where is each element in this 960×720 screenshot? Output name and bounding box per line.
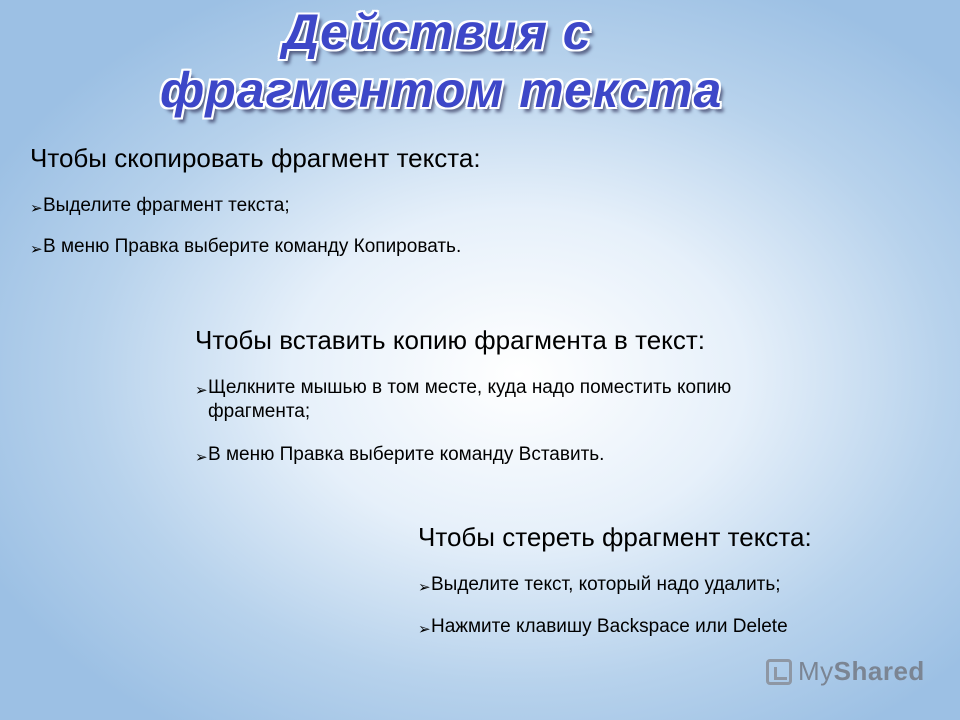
arrow-bullet-icon: ➢: [418, 620, 431, 638]
arrow-bullet-icon: ➢: [30, 240, 43, 258]
list-item-text: Выделите текст, который надо удалить;: [431, 574, 781, 595]
mysharedlogo-icon: [766, 659, 792, 685]
watermark-logo: [766, 656, 925, 687]
list-item: [30, 235, 630, 259]
list-item-text: В меню Правка выберите команду Копировать.: [43, 236, 462, 257]
slide-title-line1: Действия с: [283, 4, 592, 60]
list-item: [30, 194, 630, 218]
list-item-text: Выделите фрагмент текста;: [43, 195, 290, 216]
arrow-bullet-icon: ➢: [418, 578, 431, 596]
section-copy: [30, 142, 630, 259]
list-item: [418, 615, 918, 639]
arrow-bullet-icon: ➢: [195, 448, 208, 466]
list-item-text: В меню Правка выберите команду Вставить.: [208, 444, 605, 465]
section-heading: Чтобы скопировать фрагмент текста:: [30, 143, 481, 173]
list-item: [418, 573, 918, 597]
section-paste: [195, 324, 815, 467]
slide-title-line2: фрагментом текста: [160, 62, 723, 118]
section-heading: Чтобы стереть фрагмент текста:: [418, 522, 812, 552]
section-heading: Чтобы вставить копию фрагмента в текст:: [195, 325, 705, 355]
list-item: [195, 376, 808, 424]
arrow-bullet-icon: ➢: [195, 381, 208, 399]
list-item-text: Щелкните мышью в том месте, куда надо поместить копию фрагмента;: [208, 377, 732, 422]
watermark-text-my: My: [798, 656, 834, 686]
list-item-text: Нажмите клавишу Backspace или Delete: [431, 616, 788, 637]
section-delete: [418, 521, 918, 639]
list-item: [195, 443, 815, 467]
watermark-text-shared: Shared: [833, 656, 925, 686]
arrow-bullet-icon: ➢: [30, 199, 43, 217]
